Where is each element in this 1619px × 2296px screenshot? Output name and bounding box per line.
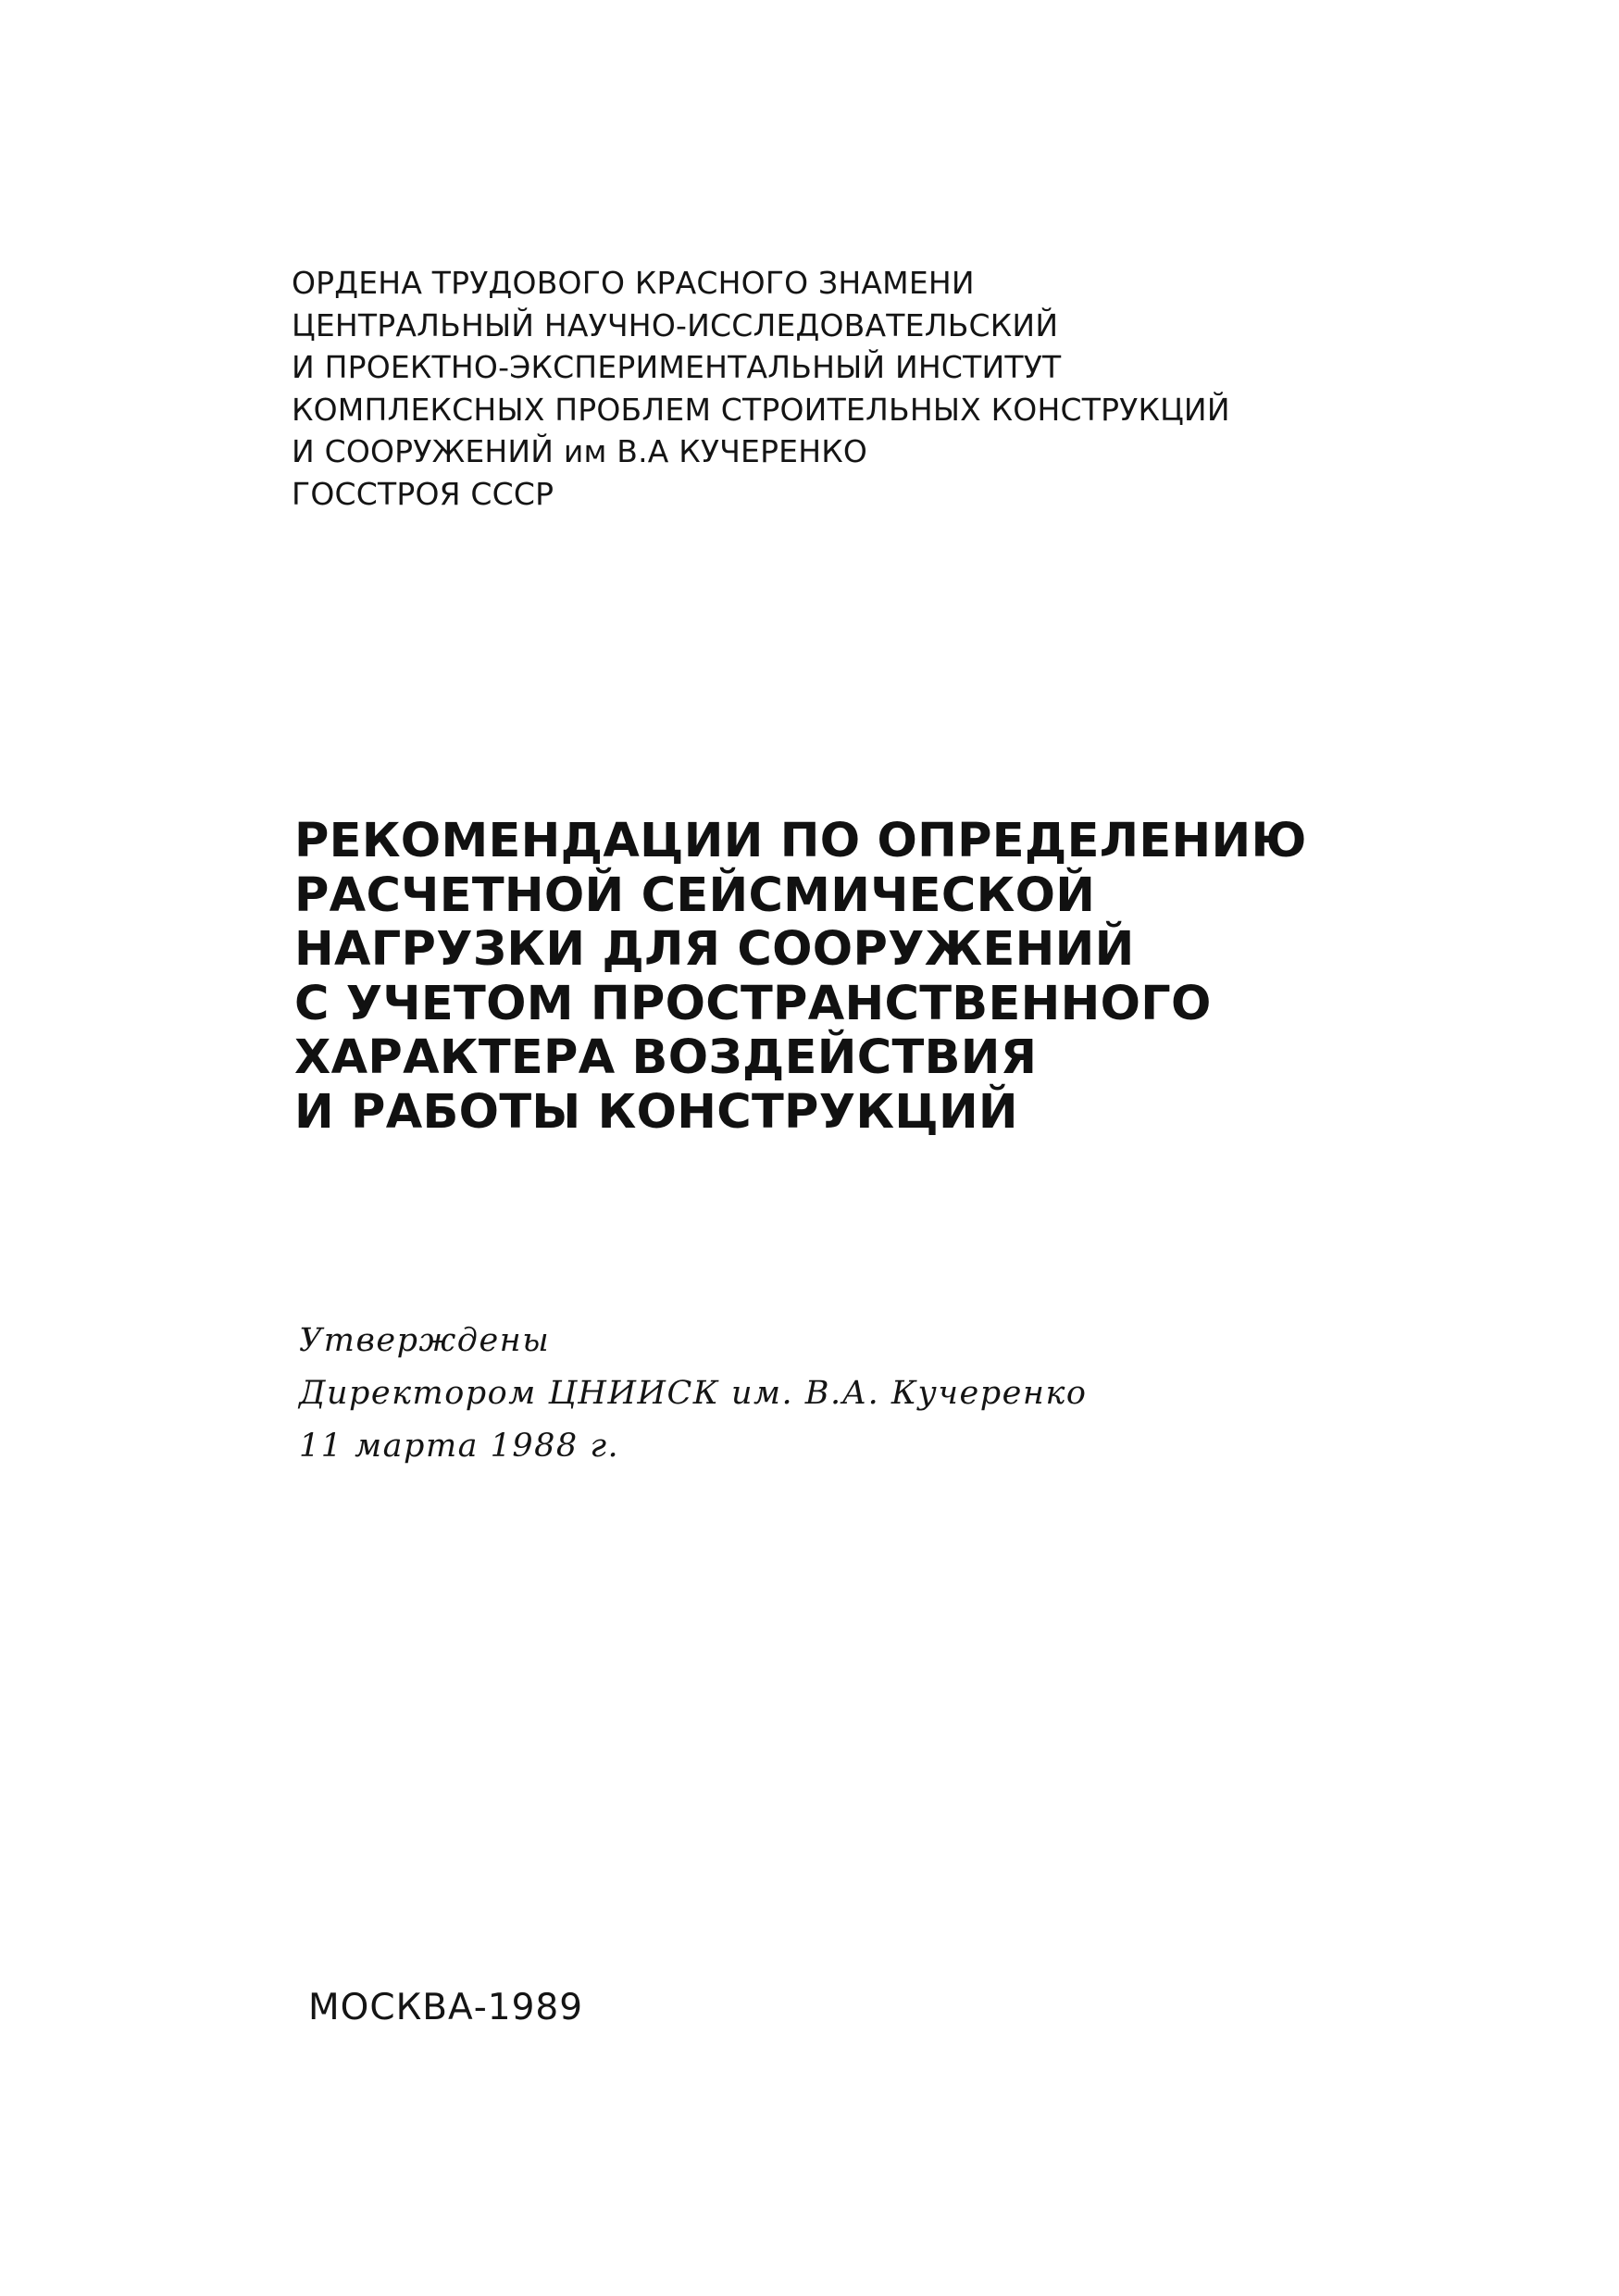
approval-line: Утверждены xyxy=(299,1322,551,1359)
organization-line: ЦЕНТРАЛЬНЫЙ НАУЧНО-ИССЛЕДОВАТЕЛЬСКИЙ xyxy=(292,306,1059,343)
approval-line: 11 марта 1988 г. xyxy=(299,1428,620,1465)
organization-block xyxy=(292,262,1230,515)
title-line: С УЧЕТОМ ПРОСТРАНСТВЕННОГО xyxy=(294,976,1212,1031)
title-line: НАГРУЗКИ ДЛЯ СООРУЖЕНИЙ xyxy=(294,922,1135,977)
title-line: РАСЧЕТНОЙ СЕЙСМИЧЕСКОЙ xyxy=(294,867,1096,923)
organization-line: КОМПЛЕКСНЫХ ПРОБЛЕМ СТРОИТЕЛЬНЫХ КОНСТРУКЦИЙ xyxy=(292,391,1230,428)
approval-line: Директором ЦНИИСК им. В.А. Кучеренко xyxy=(299,1375,1088,1412)
organization-line: ОРДЕНА ТРУДОВОГО КРАСНОГО ЗНАМЕНИ xyxy=(292,265,975,301)
title-line: РЕКОМЕНДАЦИИ ПО ОПРЕДЕЛЕНИЮ xyxy=(294,814,1307,868)
title-line: ХАРАКТЕРА ВОЗДЕЙСТВИЯ xyxy=(294,1030,1038,1085)
approval-block xyxy=(299,1315,1087,1473)
organization-line: ГОССТРОЯ СССР xyxy=(292,475,554,512)
document-title xyxy=(294,815,1307,1140)
organization-line: И СООРУЖЕНИЙ им В.А КУЧЕРЕНКО xyxy=(292,433,868,469)
title-line: И РАБОТЫ КОНСТРУКЦИЙ xyxy=(294,1084,1018,1140)
organization-line: И ПРОЕКТНО-ЭКСПЕРИМЕНТАЛЬНЫЙ ИНСТИТУТ xyxy=(292,349,1062,385)
imprint-place-year: МОСКВА-1989 xyxy=(308,1987,584,2028)
